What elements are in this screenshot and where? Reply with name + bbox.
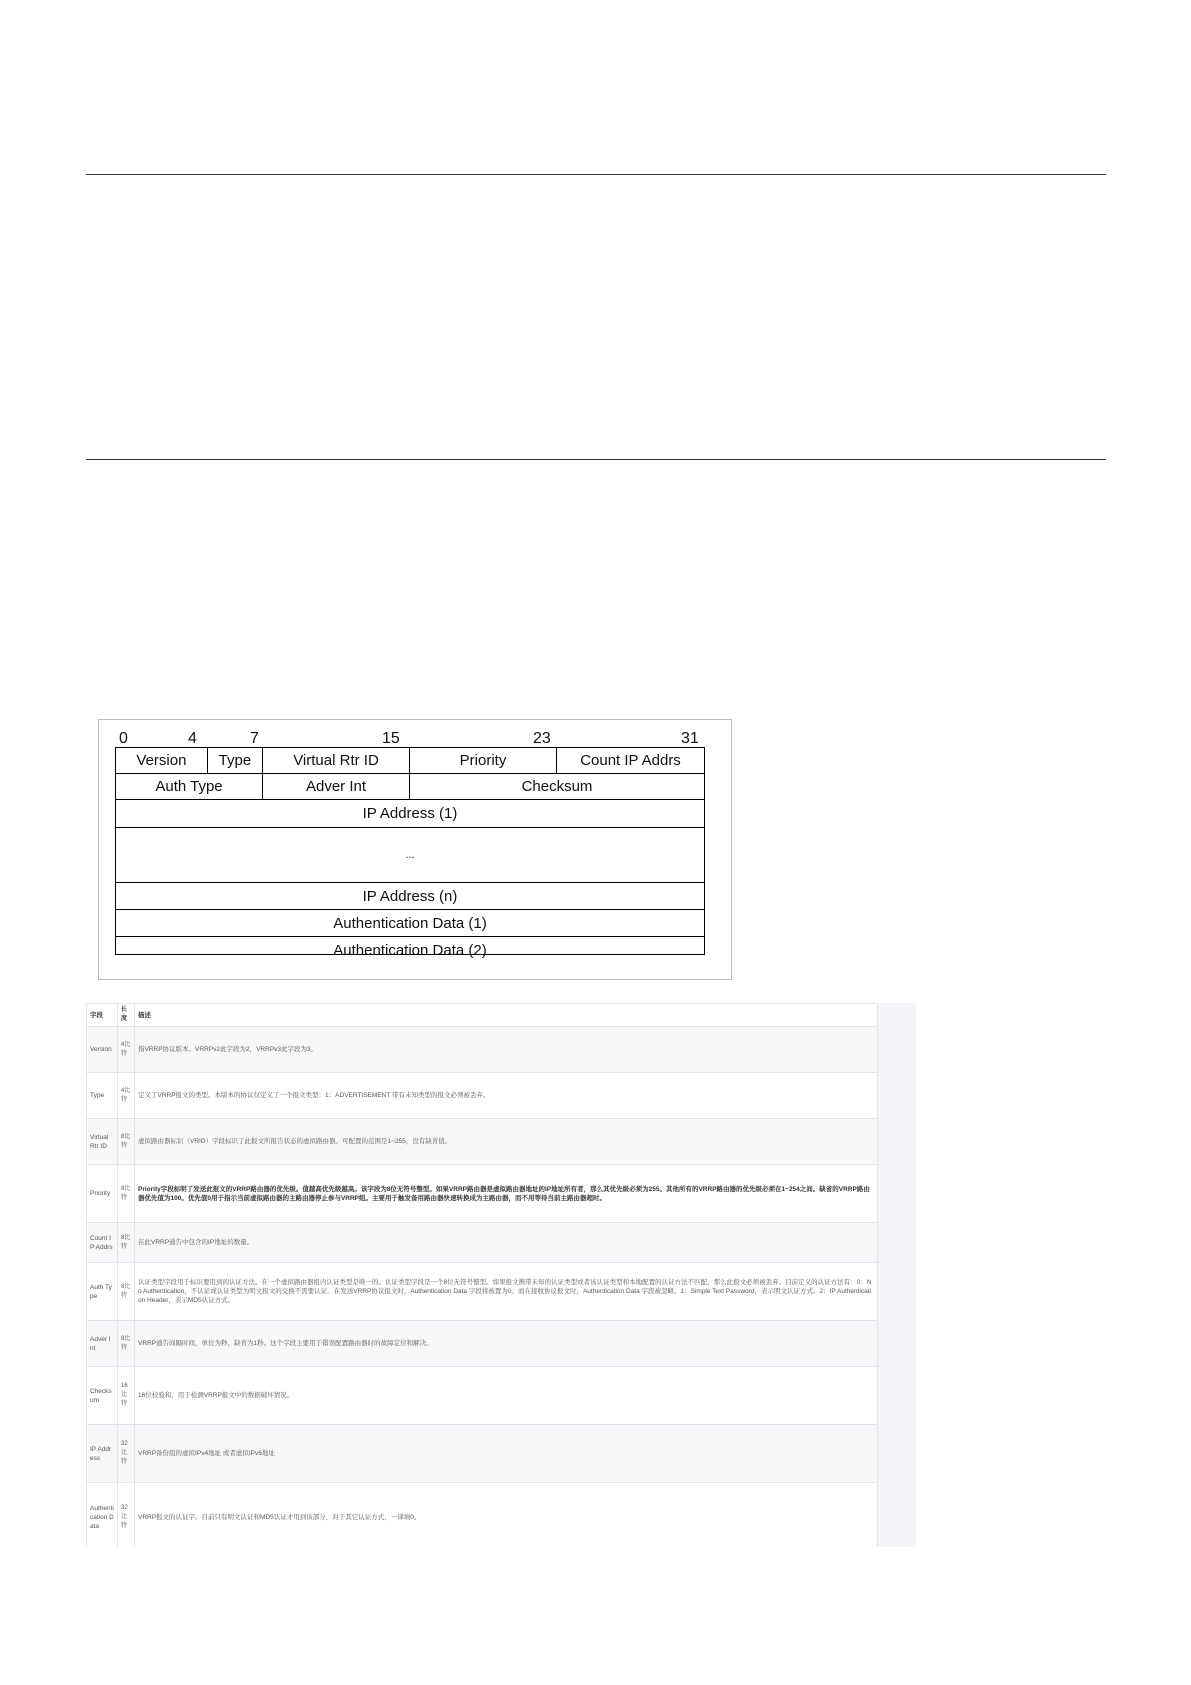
- table-row: [87, 1483, 878, 1548]
- field-authentication-data-2: Authentication Data (2): [333, 941, 487, 959]
- field-ellipsis: ...: [116, 828, 704, 883]
- row-description: 16位校验和，用于检测VRRP报文中的数据破坏情况。: [135, 1367, 878, 1425]
- row-description: VRRP备份组的虚拟IPv4地址 或者虚拟IPv6地址: [135, 1425, 878, 1483]
- table-row: [87, 1073, 878, 1119]
- bit-label-31: 31: [681, 730, 699, 747]
- row-field: Priority: [87, 1165, 118, 1223]
- row-description: Priority字段标明了发送此报文的VRRP路由器的优先级。值越高优先级越高。该字段为8位无符号整型。如果VRRP路由器是虚拟路由器地址的IP地址所有者，那么其优先级必须为255。其他所有的VRRP路由器的优先级必须在1~254之间。缺省的VRRP路由器优先值为100。优先值0用于指示当前虚拟路由器的主路由器停止参与VRRP组。主要用于触发备用路由器快速转换成为主路由器，而不用等待当前主路由器超时。: [135, 1165, 878, 1223]
- row-description: VRRP通告间隔时间，单位为秒，缺省为1秒。这个字段主要用于错误配置路由器时的故障定位和解决。: [135, 1321, 878, 1367]
- horizontal-rule-top: [86, 174, 1106, 175]
- header-field: 字段: [87, 1004, 118, 1027]
- field-authentication-data-1: Authentication Data (1): [116, 910, 704, 937]
- field-ip-address-n: IP Address (n): [116, 883, 704, 910]
- bit-label-7: 7: [250, 730, 259, 747]
- field-auth-type: Auth Type: [116, 774, 263, 800]
- bit-label-4: 4: [188, 730, 197, 747]
- row-field: Count IP Addrs: [87, 1223, 118, 1263]
- row-field: IP Address: [87, 1425, 118, 1483]
- field-count-ip-addrs: Count IP Addrs: [557, 748, 704, 774]
- horizontal-rule-middle: [86, 459, 1106, 460]
- field-virtual-rtr-id: Virtual Rtr ID: [263, 748, 410, 774]
- table-row: [87, 1263, 878, 1321]
- row-field: Version: [87, 1027, 118, 1073]
- field-ip-address-1: IP Address (1): [116, 800, 704, 828]
- row-length: 4比特: [118, 1073, 135, 1119]
- row-description: 认证类型字段用于标识要用到的认证方法。在一个虚拟路由器组内认证类型是唯一的。认证类型字段是一个8位无符号整型。如果报文携带未知的认证类型或者该认证类型和本地配置的认证方法不匹配，那么此报文必须被丢弃。目前定义的认证方法有：0：No Authentication，不认证或认证类型为明文报文的交换不需要认证。在发送VRRP协议报文时，Authentication Data 字段将被置为0；而在接收协议报文时，Authentication Data 字段被忽略。1：Simple Text Password，表示明文认证方式。2：IP Authentication Header，表示MD5认证方式。: [135, 1263, 878, 1321]
- field-description-table: [86, 1003, 878, 1547]
- row-length: 32比特: [118, 1483, 135, 1548]
- table-row: [87, 1367, 878, 1425]
- field-checksum: Checksum: [410, 774, 704, 800]
- row-field: Authentication Data: [87, 1483, 118, 1548]
- table-row: [87, 1165, 878, 1223]
- table-row: [87, 1425, 878, 1483]
- header-length: 长度: [118, 1004, 135, 1027]
- row-description: 指VRRP协议版本。VRRPv2此字段为2，VRRPv3此字段为3。: [135, 1027, 878, 1073]
- row-length: 8比特: [118, 1321, 135, 1367]
- row-description: VRRP报文的认证字。目前只有明文认证和MD5认证才用到该部分，对于其它认证方式，一律填0。: [135, 1483, 878, 1548]
- row-description: 定义了VRRP报文的类型。本版本的协议仅定义了一个报文类型：1：ADVERTISEMENT 带有未知类型的报文必须被丢弃。: [135, 1073, 878, 1119]
- table-header-row: [87, 1004, 878, 1027]
- row-length: 8比特: [118, 1119, 135, 1165]
- field-description-panel: [86, 1003, 916, 1547]
- row-length: 32比特: [118, 1425, 135, 1483]
- vrrp-packet-format-figure: [98, 719, 732, 980]
- table-row: [87, 1027, 878, 1073]
- table-row: [87, 1223, 878, 1263]
- row-description: 在此VRRP通告中包含的IP地址的数量。: [135, 1223, 878, 1263]
- bit-label-23: 23: [533, 730, 551, 747]
- row-field: Checksum: [87, 1367, 118, 1425]
- header-description: 描述: [135, 1004, 878, 1027]
- table-row: [87, 1321, 878, 1367]
- row-length: 8比特: [118, 1165, 135, 1223]
- row-length: 8比特: [118, 1263, 135, 1321]
- row-length: 4比特: [118, 1027, 135, 1073]
- packet-field-grid: [115, 747, 705, 959]
- row-field: Type: [87, 1073, 118, 1119]
- row-field: Adver Int: [87, 1321, 118, 1367]
- field-version: Version: [116, 748, 208, 774]
- bit-label-0: 0: [119, 730, 128, 747]
- field-priority: Priority: [410, 748, 557, 774]
- row-length: 8比特: [118, 1223, 135, 1263]
- row-description: 虚拟路由器标识（VRID）字段标识了此报文所报告状态的虚拟路由器。可配置的范围是1~255，没有缺省值。: [135, 1119, 878, 1165]
- row-field: Auth Type: [87, 1263, 118, 1321]
- row-length: 16比特: [118, 1367, 135, 1425]
- row-field: Virtual Rtr ID: [87, 1119, 118, 1165]
- bit-label-15: 15: [382, 730, 400, 747]
- field-adver-int: Adver Int: [263, 774, 410, 800]
- table-row: [87, 1119, 878, 1165]
- field-type: Type: [208, 748, 263, 774]
